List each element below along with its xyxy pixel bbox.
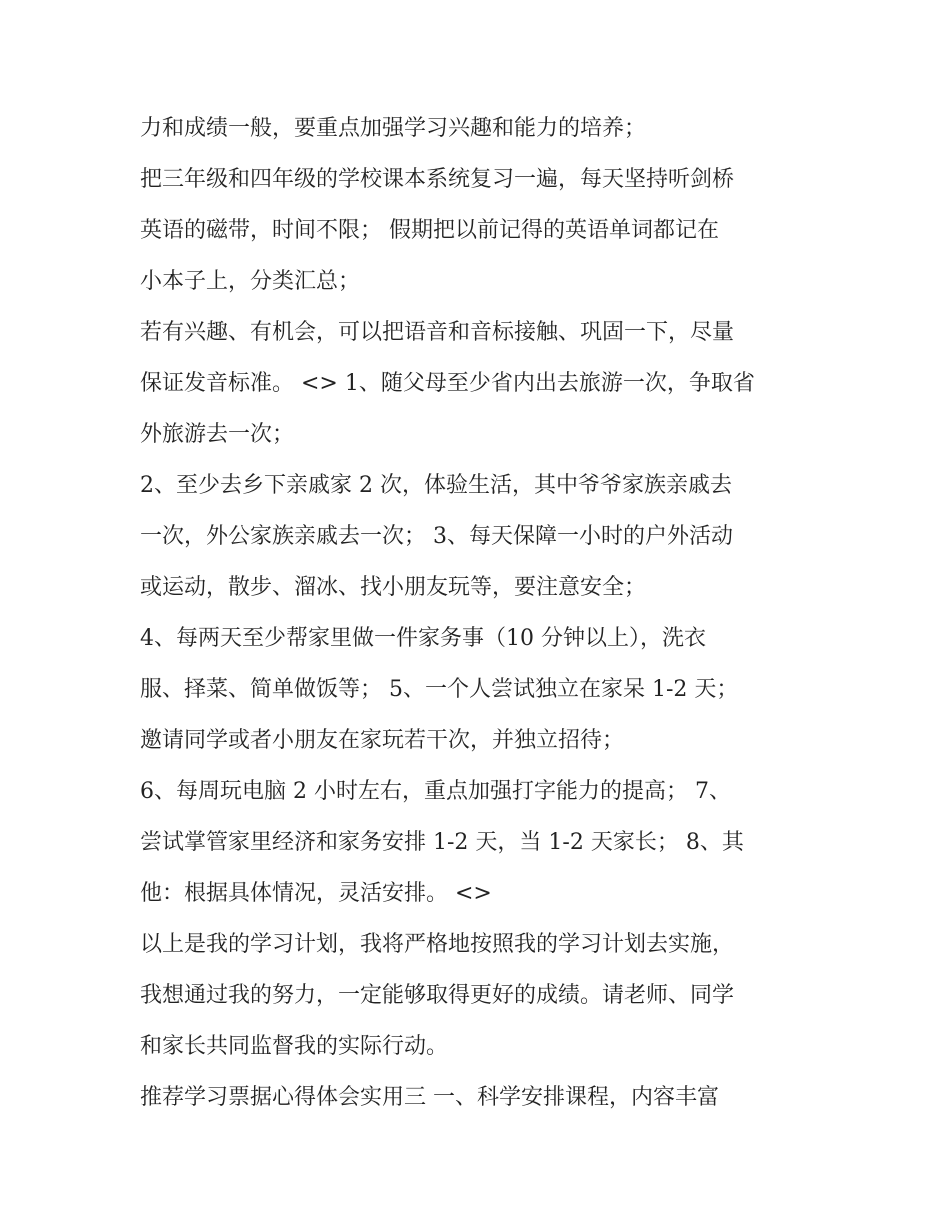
text-line: 英语的磁带，时间不限； 假期把以前记得的英语单词都记在 <box>140 218 719 243</box>
text-line: 外旅游去一次； <box>140 422 295 447</box>
text-line: 尝试掌管家里经济和家务安排 1-2 天，当 1-2 天家长； 8、其 <box>140 830 744 855</box>
text-line: 小本子上，分类汇总； <box>140 269 361 294</box>
text-line: 和家长共同监督我的实际行动。 <box>140 1034 449 1059</box>
text-line: 推荐学习票据心得体会实用三 一、科学安排课程，内容丰富 <box>140 1085 719 1110</box>
text-line: 保证发音标准。 <> 1、随父母至少省内出去旅游一次，争取省 <box>140 371 755 396</box>
text-line: 2、至少去乡下亲戚家 2 次，体验生活，其中爷爷家族亲戚去 <box>140 473 732 498</box>
text-line: 4、每两天至少帮家里做一件家务事（10 分钟以上），洗衣 <box>140 626 706 651</box>
text-line: 以上是我的学习计划，我将严格地按照我的学习计划去实施， <box>140 932 735 957</box>
text-line: 邀请同学或者小朋友在家玩若干次，并独立招待； <box>140 728 625 753</box>
text-line: 力和成绩一般，要重点加强学习兴趣和能力的培养； <box>140 116 647 141</box>
document-body <box>140 103 830 1123</box>
text-line: 或运动，散步、溜冰、找小朋友玩等，要注意安全； <box>140 575 647 600</box>
text-line: 他：根据具体情况，灵活安排。 <> <box>140 881 492 906</box>
text-line: 服、择菜、简单做饭等； 5、一个人尝试独立在家呆 1-2 天； <box>140 677 739 702</box>
text-line: 6、每周玩电脑 2 小时左右，重点加强打字能力的提高； 7、 <box>140 779 731 804</box>
text-line: 把三年级和四年级的学校课本系统复习一遍，每天坚持听剑桥 <box>140 167 735 192</box>
text-line: 一次，外公家族亲戚去一次； 3、每天保障一小时的户外活动 <box>140 524 733 549</box>
text-line: 若有兴趣、有机会，可以把语音和音标接触、巩固一下，尽量 <box>140 320 735 345</box>
text-line: 我想通过我的努力，一定能够取得更好的成绩。请老师、同学 <box>140 983 735 1008</box>
